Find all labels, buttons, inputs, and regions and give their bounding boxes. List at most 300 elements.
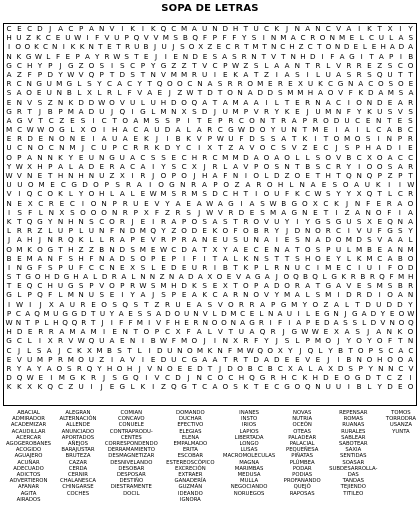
grid-letter: O bbox=[312, 299, 319, 309]
grid-letter: B bbox=[222, 262, 228, 272]
grid-letter: M bbox=[283, 290, 291, 300]
word-item: IGNORA bbox=[179, 496, 201, 503]
grid-letter: E bbox=[353, 42, 359, 52]
grid-letter: C bbox=[130, 60, 136, 70]
grid-letter: O bbox=[323, 115, 329, 125]
grid-letter: V bbox=[147, 363, 153, 373]
grid-letter: H bbox=[277, 180, 284, 190]
grid-letter: O bbox=[37, 143, 44, 153]
grid-letter: G bbox=[140, 106, 146, 116]
grid-letter: H bbox=[73, 272, 79, 282]
grid-letter: O bbox=[88, 60, 95, 70]
grid-letter: J bbox=[7, 235, 11, 245]
grid-letter: O bbox=[243, 226, 249, 236]
grid-letter: G bbox=[331, 272, 337, 282]
grid-letter: G bbox=[351, 308, 358, 318]
grid-letter: C bbox=[368, 79, 374, 89]
grid-letter: F bbox=[55, 51, 61, 61]
word-item: IRIOS bbox=[241, 422, 257, 429]
grid-letter: M bbox=[162, 33, 169, 43]
grid-letter: Y bbox=[305, 216, 310, 226]
grid-letter: N bbox=[149, 272, 156, 282]
grid-letter: A bbox=[253, 97, 259, 107]
grid-letter: X bbox=[119, 171, 125, 180]
grid-letter: D bbox=[78, 97, 84, 107]
grid-letter: S bbox=[315, 152, 321, 162]
grid-letter: R bbox=[104, 51, 110, 61]
grid-letter: F bbox=[28, 207, 33, 217]
grid-letter: Y bbox=[109, 308, 115, 318]
grid-letter: N bbox=[51, 42, 58, 52]
grid-letter: O bbox=[211, 318, 218, 327]
grid-letter: O bbox=[181, 97, 187, 107]
grid-letter: J bbox=[100, 382, 103, 392]
grid-letter: E bbox=[223, 69, 228, 79]
grid-letter: T bbox=[147, 79, 152, 89]
grid-letter: C bbox=[398, 363, 404, 373]
grid-letter: M bbox=[170, 69, 177, 79]
grid-letter: L bbox=[259, 308, 264, 318]
grid-row bbox=[4, 171, 416, 180]
grid-letter: E bbox=[305, 171, 310, 180]
grid-letter: S bbox=[140, 262, 146, 272]
grid-letter: I bbox=[337, 290, 340, 300]
grid-letter: R bbox=[111, 272, 117, 282]
grid-letter: A bbox=[202, 354, 208, 364]
grid-letter: X bbox=[80, 125, 86, 135]
grid-letter: Q bbox=[307, 345, 314, 355]
grid-row bbox=[4, 217, 416, 226]
grid-letter: A bbox=[202, 180, 207, 190]
grid-letter: A bbox=[346, 24, 352, 33]
grid-letter: I bbox=[356, 125, 359, 135]
grid-letter: A bbox=[408, 354, 414, 364]
grid-letter: T bbox=[284, 97, 290, 107]
grid-letter: O bbox=[375, 207, 382, 217]
grid-letter: A bbox=[83, 272, 88, 282]
grid-letter: E bbox=[356, 281, 362, 291]
grid-letter: D bbox=[119, 244, 126, 254]
grid-letter: E bbox=[17, 24, 22, 33]
grid-letter: R bbox=[6, 79, 12, 89]
word-item: EXTRAER bbox=[178, 472, 203, 479]
grid-letter: E bbox=[6, 134, 12, 144]
grid-letter: P bbox=[133, 207, 138, 217]
grid-letter: E bbox=[6, 97, 12, 107]
grid-letter: L bbox=[389, 33, 394, 43]
grid-letter: A bbox=[249, 327, 255, 337]
grid-letter: H bbox=[160, 97, 167, 107]
grid-letter: G bbox=[62, 308, 68, 318]
grid-letter: Q bbox=[259, 327, 266, 337]
grid-letter: N bbox=[197, 79, 203, 89]
grid-letter: E bbox=[17, 253, 22, 263]
grid-letter: H bbox=[312, 373, 319, 383]
grid-letter: W bbox=[149, 189, 157, 199]
grid-letter: G bbox=[66, 79, 73, 89]
grid-row bbox=[4, 180, 416, 189]
grid-letter: N bbox=[6, 198, 12, 208]
grid-letter: N bbox=[407, 290, 414, 300]
grid-letter: V bbox=[253, 106, 259, 116]
grid-letter: R bbox=[122, 198, 128, 208]
grid-letter: Y bbox=[151, 60, 156, 70]
grid-letter: Y bbox=[408, 24, 413, 33]
grid-letter: G bbox=[191, 354, 198, 364]
word-item: YUNTA bbox=[392, 428, 410, 435]
grid-letter: B bbox=[99, 244, 105, 254]
grid-letter: E bbox=[288, 79, 293, 89]
grid-letter: C bbox=[212, 60, 218, 70]
grid-letter: O bbox=[122, 115, 129, 125]
grid-letter: U bbox=[344, 115, 350, 125]
grid-letter: D bbox=[222, 24, 229, 33]
grid-letter: Y bbox=[270, 125, 276, 135]
grid-letter: C bbox=[16, 336, 22, 346]
grid-letter: H bbox=[238, 373, 245, 383]
grid-letter: A bbox=[222, 290, 228, 300]
grid-letter: W bbox=[314, 189, 322, 199]
grid-letter: A bbox=[6, 115, 12, 125]
grid-letter: Z bbox=[78, 244, 84, 254]
grid-letter: N bbox=[15, 318, 22, 327]
grid-letter: F bbox=[284, 189, 290, 199]
grid-letter: K bbox=[302, 134, 308, 144]
word-item: ADMIRADOR bbox=[12, 416, 45, 423]
grid-letter: A bbox=[207, 79, 213, 89]
grid-letter: P bbox=[218, 115, 223, 125]
grid-letter: S bbox=[80, 115, 86, 125]
grid-letter: X bbox=[47, 336, 53, 346]
grid-letter: C bbox=[346, 262, 352, 272]
word-item: INANES bbox=[239, 410, 259, 416]
grid-letter: I bbox=[347, 226, 350, 236]
grid-letter: H bbox=[78, 253, 84, 263]
grid-letter: O bbox=[342, 180, 349, 190]
grid-letter: U bbox=[274, 189, 280, 199]
grid-letter: S bbox=[223, 216, 228, 226]
grid-letter: M bbox=[376, 281, 383, 291]
grid-letter: K bbox=[77, 345, 82, 355]
grid-letter: N bbox=[177, 345, 183, 355]
grid-letter: I bbox=[297, 308, 300, 318]
grid-letter: U bbox=[99, 171, 105, 180]
grid-letter: C bbox=[369, 33, 375, 43]
grid-letter: M bbox=[160, 281, 167, 291]
grid-letter: E bbox=[216, 42, 222, 52]
grid-letter: T bbox=[302, 125, 307, 135]
grid-letter: O bbox=[109, 281, 115, 291]
grid-letter: C bbox=[217, 125, 223, 135]
grid-letter: B bbox=[397, 253, 403, 263]
grid-letter: I bbox=[255, 189, 258, 199]
grid-letter: R bbox=[58, 235, 64, 245]
grid-letter: C bbox=[99, 262, 105, 272]
grid-letter: A bbox=[387, 152, 393, 162]
grid-letter: F bbox=[348, 88, 353, 98]
grid-letter: N bbox=[48, 134, 54, 144]
grid-letter: X bbox=[207, 272, 213, 282]
grid-letter: F bbox=[165, 318, 170, 327]
grid-letter: Y bbox=[328, 345, 333, 355]
grid-letter: V bbox=[249, 143, 255, 153]
grid-letter: I bbox=[269, 318, 272, 327]
grid-letter: A bbox=[217, 198, 223, 208]
grid-letter: C bbox=[17, 125, 23, 135]
grid-letter: P bbox=[213, 180, 218, 190]
grid-letter: O bbox=[101, 299, 107, 309]
grid-letter: S bbox=[173, 33, 178, 43]
grid-letter: X bbox=[27, 382, 33, 392]
grid-letter: V bbox=[161, 69, 166, 79]
grid-letter: Y bbox=[36, 363, 42, 373]
word-item: BARAJUSTAR bbox=[61, 447, 95, 454]
grid-letter: G bbox=[36, 79, 42, 89]
grid-letter: R bbox=[164, 299, 170, 309]
grid-letter: N bbox=[378, 363, 384, 373]
grid-letter: G bbox=[291, 207, 298, 217]
grid-letter: L bbox=[295, 152, 300, 162]
grid-letter: D bbox=[164, 143, 171, 153]
grid-letter: E bbox=[177, 363, 183, 373]
grid-letter: X bbox=[366, 216, 372, 226]
grid-letter: U bbox=[325, 382, 331, 392]
grid-letter: A bbox=[196, 327, 202, 337]
grid-letter: E bbox=[315, 308, 320, 318]
word-item: PALACIAL bbox=[289, 441, 315, 448]
word-item: PALADEAR bbox=[288, 434, 317, 441]
grid-letter: J bbox=[152, 290, 155, 300]
grid-letter: V bbox=[196, 134, 202, 144]
grid-letter: T bbox=[244, 42, 249, 52]
grid-letter: B bbox=[305, 161, 311, 171]
grid-letter: H bbox=[6, 33, 12, 43]
grid-letter: L bbox=[68, 189, 73, 199]
grid-letter: U bbox=[27, 354, 33, 364]
grid-letter: O bbox=[101, 207, 107, 217]
grid-letter: K bbox=[243, 262, 249, 272]
grid-letter: T bbox=[90, 308, 96, 318]
grid-letter: M bbox=[297, 88, 304, 98]
grid-letter: T bbox=[38, 115, 43, 125]
grid-letter: J bbox=[275, 272, 278, 282]
grid-letter: Q bbox=[26, 281, 33, 291]
grid-letter: R bbox=[243, 216, 249, 226]
grid-letter: U bbox=[17, 180, 23, 190]
grid-letter: C bbox=[397, 60, 403, 70]
grid-letter: K bbox=[6, 382, 12, 392]
grid-letter: U bbox=[325, 69, 331, 79]
grid-letter: V bbox=[119, 97, 125, 107]
word-item: MARIMBAS bbox=[234, 465, 264, 472]
grid-letter: A bbox=[59, 299, 65, 309]
grid-letter: R bbox=[356, 290, 362, 300]
grid-letter: T bbox=[223, 354, 228, 364]
grid-letter: G bbox=[68, 60, 74, 70]
grid-letter: G bbox=[228, 125, 234, 135]
grid-letter: F bbox=[222, 33, 227, 43]
grid-letter: N bbox=[366, 97, 373, 107]
grid-letter: U bbox=[228, 134, 234, 144]
grid-letter: C bbox=[91, 143, 97, 153]
grid-row bbox=[4, 281, 416, 290]
grid-letter: R bbox=[407, 134, 413, 144]
grid-letter: N bbox=[222, 336, 228, 346]
grid-letter: J bbox=[168, 88, 171, 98]
grid-letter: S bbox=[270, 134, 276, 144]
grid-letter: S bbox=[408, 106, 413, 116]
grid-letter: E bbox=[365, 115, 371, 125]
grid-letter: N bbox=[99, 226, 105, 236]
grid-letter: I bbox=[360, 51, 363, 61]
word-item: PEQUEÑESA bbox=[286, 447, 319, 454]
grid-letter: X bbox=[207, 143, 213, 153]
grid-letter: W bbox=[246, 345, 254, 355]
grid-letter: K bbox=[68, 97, 74, 107]
grid-letter: P bbox=[388, 51, 394, 61]
grid-letter: D bbox=[366, 290, 373, 300]
grid-letter: O bbox=[398, 308, 405, 318]
grid-letter: E bbox=[284, 235, 290, 245]
grid-letter: T bbox=[243, 189, 249, 199]
grid-letter: I bbox=[164, 51, 167, 61]
grid-letter: W bbox=[232, 60, 240, 70]
grid-letter: T bbox=[292, 134, 297, 144]
grid-letter: S bbox=[112, 299, 117, 309]
grid-letter: A bbox=[387, 235, 393, 245]
grid-row bbox=[4, 290, 416, 299]
grid-letter: U bbox=[69, 299, 76, 309]
grid-letter: A bbox=[397, 97, 403, 107]
grid-letter: G bbox=[323, 308, 330, 318]
grid-letter: V bbox=[243, 161, 249, 171]
grid-letter: W bbox=[74, 33, 82, 43]
grid-letter: S bbox=[130, 253, 135, 263]
grid-letter: O bbox=[88, 189, 95, 199]
grid-letter: K bbox=[318, 79, 323, 89]
grid-letter: R bbox=[161, 235, 166, 245]
word-item: DESNIVELANDO bbox=[110, 459, 153, 466]
grid-letter: C bbox=[263, 24, 269, 33]
grid-letter: X bbox=[387, 24, 393, 33]
grid-letter: S bbox=[253, 60, 259, 70]
grid-letter: J bbox=[49, 24, 52, 33]
grid-letter: R bbox=[274, 262, 280, 272]
grid-letter: L bbox=[99, 235, 104, 245]
grid-letter: Y bbox=[165, 198, 170, 208]
grid-letter: D bbox=[407, 262, 414, 272]
grid-letter: V bbox=[338, 88, 344, 98]
grid-letter: A bbox=[109, 336, 115, 346]
grid-letter: E bbox=[376, 198, 381, 208]
grid-letter: P bbox=[151, 253, 156, 263]
grid-letter: N bbox=[212, 24, 218, 33]
grid-letter: L bbox=[367, 382, 372, 392]
grid-letter: L bbox=[70, 125, 75, 135]
grid-letter: N bbox=[182, 51, 189, 61]
grid-letter: C bbox=[37, 189, 43, 199]
grid-letter: Z bbox=[177, 88, 183, 98]
grid-letter: L bbox=[97, 88, 102, 98]
grid-letter: N bbox=[291, 125, 297, 135]
grid-letter: S bbox=[348, 363, 353, 373]
grid-letter: C bbox=[181, 152, 187, 162]
grid-letter: M bbox=[160, 189, 167, 199]
grid-letter: U bbox=[88, 152, 95, 162]
grid-letter: T bbox=[196, 115, 202, 125]
grid-letter: U bbox=[364, 180, 371, 190]
grid-letter: A bbox=[109, 253, 115, 263]
grid-letter: C bbox=[164, 373, 170, 383]
grid-letter: V bbox=[27, 97, 33, 107]
grid-letter: T bbox=[112, 115, 117, 125]
grid-letter: R bbox=[6, 363, 12, 373]
word-item: ACUÑAR bbox=[17, 459, 40, 466]
grid-row bbox=[4, 125, 416, 134]
grid-letter: P bbox=[171, 171, 176, 180]
grid-letter: M bbox=[67, 106, 74, 116]
grid-letter: N bbox=[290, 51, 296, 61]
grid-letter: J bbox=[337, 336, 340, 346]
grid-letter: V bbox=[336, 60, 341, 70]
grid-letter: C bbox=[127, 79, 133, 89]
grid-letter: V bbox=[150, 235, 156, 245]
grid-letter: S bbox=[130, 69, 135, 79]
grid-letter: I bbox=[314, 134, 317, 144]
grid-letter: F bbox=[223, 171, 228, 180]
grid-letter: O bbox=[116, 363, 123, 373]
grid-letter: A bbox=[117, 79, 123, 89]
word-item: LAPIOS bbox=[239, 428, 259, 435]
grid-letter: I bbox=[103, 327, 106, 337]
grid-letter: A bbox=[407, 207, 413, 217]
grid-letter: Q bbox=[293, 272, 299, 282]
grid-letter: E bbox=[120, 262, 125, 272]
grid-letter: R bbox=[140, 171, 146, 180]
grid-letter: N bbox=[315, 382, 321, 392]
grid-letter: M bbox=[343, 134, 351, 144]
grid-letter: D bbox=[27, 134, 33, 144]
grid-letter: N bbox=[122, 327, 128, 337]
grid-letter: Q bbox=[192, 33, 199, 43]
grid-letter: I bbox=[110, 318, 113, 327]
grid-letter: G bbox=[337, 79, 344, 89]
grid-letter: O bbox=[263, 189, 270, 199]
word-item: DESTIÑO bbox=[119, 478, 144, 485]
grid-letter: E bbox=[38, 373, 43, 383]
grid-letter: C bbox=[325, 161, 331, 171]
grid-letter: L bbox=[77, 88, 82, 98]
word-column bbox=[284, 410, 321, 503]
grid-letter: O bbox=[109, 216, 115, 226]
grid-letter: M bbox=[90, 327, 97, 337]
grid-letter: S bbox=[67, 363, 72, 373]
word-column bbox=[329, 410, 377, 503]
grid-letter: Q bbox=[122, 299, 129, 309]
grid-row bbox=[4, 272, 416, 281]
grid-letter: E bbox=[315, 354, 321, 364]
grid-letter: F bbox=[330, 51, 335, 61]
grid-letter: T bbox=[48, 171, 53, 180]
grid-letter: A bbox=[245, 180, 251, 190]
grid-letter: D bbox=[257, 88, 263, 98]
grid-letter: E bbox=[133, 134, 139, 144]
grid-letter: T bbox=[58, 244, 63, 254]
grid-letter: C bbox=[68, 24, 74, 33]
grid-letter: X bbox=[59, 207, 65, 217]
word-item: RURALES bbox=[341, 428, 366, 435]
grid-letter: V bbox=[78, 69, 84, 79]
